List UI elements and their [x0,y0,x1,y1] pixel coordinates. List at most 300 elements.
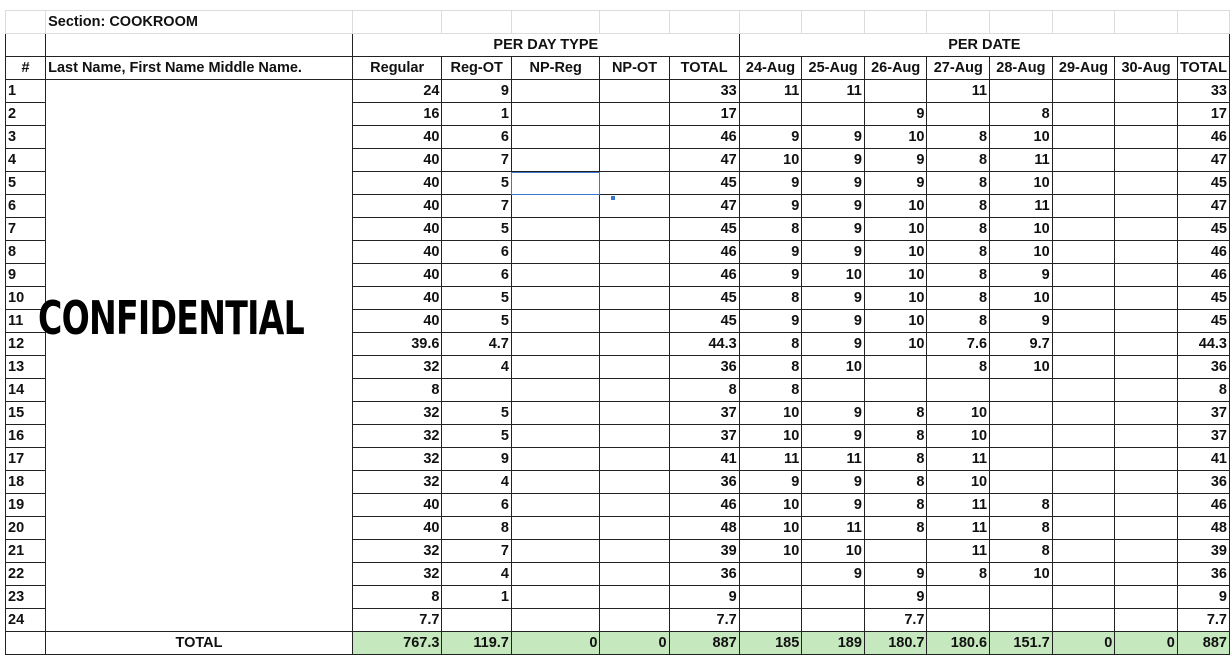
data-cell[interactable]: 7 [442,149,511,172]
data-cell[interactable]: 39 [1177,540,1229,563]
data-cell[interactable]: 9 [802,218,865,241]
data-cell[interactable] [600,471,669,494]
data-cell[interactable] [1052,103,1115,126]
data-cell[interactable] [1052,356,1115,379]
cell[interactable] [669,11,739,34]
total-cell[interactable]: 0 [1052,632,1115,655]
column-header[interactable]: TOTAL [1177,57,1229,80]
data-cell[interactable]: 9 [442,448,511,471]
data-cell[interactable]: 8 [864,402,927,425]
data-cell[interactable]: 11 [927,540,990,563]
cell[interactable] [739,11,802,34]
data-cell[interactable]: 32 [352,356,442,379]
data-cell[interactable]: 46 [1177,494,1229,517]
data-cell[interactable]: 33 [669,80,739,103]
column-header[interactable]: TOTAL [669,57,739,80]
data-cell[interactable]: 17 [1177,103,1229,126]
data-cell[interactable]: 9 [802,126,865,149]
data-cell[interactable] [511,356,600,379]
data-cell[interactable]: 5 [442,218,511,241]
data-cell[interactable] [600,126,669,149]
data-cell[interactable] [1052,195,1115,218]
cell[interactable] [927,11,990,34]
data-cell[interactable] [600,287,669,310]
data-cell[interactable] [511,471,600,494]
column-header[interactable]: 26-Aug [864,57,927,80]
data-cell[interactable]: 10 [739,402,802,425]
data-cell[interactable]: 36 [1177,563,1229,586]
data-cell[interactable]: 11 [990,149,1053,172]
data-cell[interactable]: 9 [442,80,511,103]
data-cell[interactable]: 24 [352,80,442,103]
row-number[interactable]: 19 [6,494,46,517]
data-cell[interactable] [600,356,669,379]
data-cell[interactable] [1052,402,1115,425]
data-cell[interactable]: 8 [864,448,927,471]
data-cell[interactable]: 10 [990,218,1053,241]
data-cell[interactable] [511,333,600,356]
data-cell[interactable] [1052,310,1115,333]
data-cell[interactable] [511,425,600,448]
data-cell[interactable] [442,609,511,632]
data-cell[interactable] [600,241,669,264]
cell[interactable] [442,11,511,34]
data-cell[interactable] [927,103,990,126]
data-cell[interactable] [927,586,990,609]
data-cell[interactable] [990,402,1053,425]
data-cell[interactable] [600,310,669,333]
data-cell[interactable]: 9 [739,471,802,494]
data-cell[interactable] [600,563,669,586]
data-cell[interactable]: 9 [739,172,802,195]
data-cell[interactable] [1052,471,1115,494]
data-cell[interactable]: 46 [669,494,739,517]
data-cell[interactable] [1052,425,1115,448]
data-cell[interactable]: 36 [669,471,739,494]
data-cell[interactable]: 4 [442,356,511,379]
data-cell[interactable]: 10 [864,218,927,241]
data-cell[interactable]: 8 [927,356,990,379]
data-cell[interactable] [1115,218,1178,241]
data-cell[interactable]: 45 [669,172,739,195]
data-cell[interactable] [1115,563,1178,586]
data-cell[interactable]: 7.7 [864,609,927,632]
data-cell[interactable]: 46 [1177,241,1229,264]
total-cell[interactable]: 189 [802,632,865,655]
data-cell[interactable]: 8 [927,241,990,264]
data-cell[interactable] [1052,379,1115,402]
data-cell[interactable] [1052,517,1115,540]
data-cell[interactable]: 16 [352,103,442,126]
cell[interactable] [352,11,442,34]
data-cell[interactable] [1115,287,1178,310]
row-number[interactable]: 16 [6,425,46,448]
data-cell[interactable] [600,517,669,540]
row-number[interactable]: 17 [6,448,46,471]
data-cell[interactable]: 47 [669,195,739,218]
column-header[interactable]: Regular [352,57,442,80]
data-cell[interactable] [1115,517,1178,540]
data-cell[interactable] [1052,563,1115,586]
data-cell[interactable]: 8 [669,379,739,402]
data-cell[interactable] [1052,287,1115,310]
data-cell[interactable] [511,218,600,241]
data-cell[interactable]: 10 [864,264,927,287]
data-cell[interactable]: 5 [442,287,511,310]
data-cell[interactable] [600,80,669,103]
data-cell[interactable]: 40 [352,494,442,517]
data-cell[interactable] [600,149,669,172]
column-header[interactable]: 30-Aug [1115,57,1178,80]
data-cell[interactable]: 8 [927,310,990,333]
data-cell[interactable] [1115,172,1178,195]
column-header[interactable]: NP-OT [600,57,669,80]
column-header[interactable]: 28-Aug [990,57,1053,80]
name-column-redacted[interactable] [46,80,353,632]
data-cell[interactable]: 37 [1177,425,1229,448]
data-cell[interactable] [1052,172,1115,195]
data-cell[interactable]: 36 [1177,471,1229,494]
data-cell[interactable]: 37 [1177,402,1229,425]
data-cell[interactable]: 40 [352,264,442,287]
cell[interactable] [511,11,600,34]
data-cell[interactable]: 8 [990,103,1053,126]
data-cell[interactable]: 9 [802,241,865,264]
data-cell[interactable]: 48 [669,517,739,540]
data-cell[interactable]: 9 [864,586,927,609]
data-cell[interactable] [511,264,600,287]
data-cell[interactable]: 9 [739,310,802,333]
data-cell[interactable] [927,609,990,632]
data-cell[interactable]: 9 [802,563,865,586]
data-cell[interactable]: 5 [442,310,511,333]
data-cell[interactable] [511,126,600,149]
data-cell[interactable]: 6 [442,494,511,517]
data-cell[interactable] [600,425,669,448]
data-cell[interactable] [1115,103,1178,126]
data-cell[interactable] [1115,149,1178,172]
data-cell[interactable]: 40 [352,149,442,172]
data-cell[interactable] [511,103,600,126]
data-cell[interactable]: 10 [802,540,865,563]
data-cell[interactable] [739,103,802,126]
data-cell[interactable]: 9 [864,563,927,586]
data-cell[interactable] [864,540,927,563]
data-cell[interactable]: 8 [864,425,927,448]
total-cell[interactable]: 0 [600,632,669,655]
data-cell[interactable]: 11 [990,195,1053,218]
data-cell[interactable]: 32 [352,448,442,471]
column-header[interactable]: 24-Aug [739,57,802,80]
column-header[interactable]: NP-Reg [511,57,600,80]
data-cell[interactable]: 10 [990,287,1053,310]
data-cell[interactable] [1115,195,1178,218]
row-number[interactable]: 21 [6,540,46,563]
row-number[interactable]: 3 [6,126,46,149]
data-cell[interactable]: 9 [802,149,865,172]
data-cell[interactable]: 10 [864,310,927,333]
data-cell[interactable] [511,494,600,517]
data-cell[interactable] [990,80,1053,103]
data-cell[interactable]: 37 [669,402,739,425]
data-cell[interactable] [511,287,600,310]
data-cell[interactable]: 10 [990,241,1053,264]
data-cell[interactable]: 8 [864,471,927,494]
data-cell[interactable]: 5 [442,425,511,448]
data-cell[interactable] [990,379,1053,402]
data-cell[interactable] [600,264,669,287]
data-cell[interactable] [600,402,669,425]
data-cell[interactable]: 10 [739,149,802,172]
data-cell[interactable]: 8 [442,517,511,540]
data-cell[interactable] [739,586,802,609]
data-cell[interactable] [600,448,669,471]
data-cell[interactable] [511,241,600,264]
data-cell[interactable]: 44.3 [669,333,739,356]
data-cell[interactable] [600,172,669,195]
cell[interactable] [864,11,927,34]
data-cell[interactable] [600,218,669,241]
data-cell[interactable]: 41 [1177,448,1229,471]
row-number[interactable]: 11 [6,310,46,333]
data-cell[interactable] [511,540,600,563]
data-cell[interactable]: 9 [739,195,802,218]
data-cell[interactable]: 7 [442,540,511,563]
data-cell[interactable]: 8 [864,517,927,540]
data-cell[interactable]: 40 [352,310,442,333]
data-cell[interactable] [600,609,669,632]
data-cell[interactable]: 11 [927,80,990,103]
total-cell[interactable]: 185 [739,632,802,655]
data-cell[interactable]: 10 [739,425,802,448]
data-cell[interactable] [1052,80,1115,103]
data-cell[interactable]: 44.3 [1177,333,1229,356]
data-cell[interactable]: 47 [669,149,739,172]
data-cell[interactable] [511,172,600,195]
column-header[interactable]: Reg-OT [442,57,511,80]
data-cell[interactable] [1052,494,1115,517]
data-cell[interactable] [600,540,669,563]
data-cell[interactable] [802,586,865,609]
data-cell[interactable]: 8 [927,264,990,287]
column-header[interactable]: 29-Aug [1052,57,1115,80]
data-cell[interactable] [864,379,927,402]
data-cell[interactable] [990,425,1053,448]
data-cell[interactable]: 10 [864,195,927,218]
data-cell[interactable]: 47 [1177,149,1229,172]
data-cell[interactable] [600,333,669,356]
data-cell[interactable] [990,448,1053,471]
data-cell[interactable] [1115,586,1178,609]
data-cell[interactable]: 9 [864,103,927,126]
cell[interactable] [1115,11,1178,34]
data-cell[interactable] [1115,540,1178,563]
data-cell[interactable]: 9 [802,425,865,448]
data-cell[interactable]: 36 [669,356,739,379]
data-cell[interactable]: 40 [352,172,442,195]
data-cell[interactable] [511,195,600,218]
data-cell[interactable]: 7.7 [352,609,442,632]
data-cell[interactable]: 10 [864,126,927,149]
data-cell[interactable]: 10 [864,287,927,310]
data-cell[interactable]: 9 [739,241,802,264]
cell[interactable] [6,11,46,34]
data-cell[interactable]: 8 [927,195,990,218]
data-cell[interactable]: 10 [990,356,1053,379]
data-cell[interactable]: 40 [352,517,442,540]
row-number[interactable]: 24 [6,609,46,632]
data-cell[interactable] [1052,586,1115,609]
data-cell[interactable]: 11 [802,80,865,103]
data-cell[interactable] [1115,356,1178,379]
data-cell[interactable] [600,379,669,402]
cell[interactable] [6,632,46,655]
data-cell[interactable]: 47 [1177,195,1229,218]
data-cell[interactable]: 9.7 [990,333,1053,356]
data-cell[interactable] [1052,218,1115,241]
data-cell[interactable] [739,563,802,586]
data-cell[interactable]: 8 [352,379,442,402]
data-cell[interactable]: 36 [1177,356,1229,379]
data-cell[interactable]: 10 [927,402,990,425]
data-cell[interactable] [1052,241,1115,264]
data-cell[interactable]: 10 [802,264,865,287]
data-cell[interactable] [1052,609,1115,632]
total-cell[interactable]: 119.7 [442,632,511,655]
data-cell[interactable]: 11 [927,448,990,471]
data-cell[interactable] [1052,264,1115,287]
data-cell[interactable]: 9 [990,264,1053,287]
data-cell[interactable] [1115,264,1178,287]
data-cell[interactable]: 9 [864,149,927,172]
data-cell[interactable]: 4 [442,471,511,494]
data-cell[interactable]: 46 [669,126,739,149]
data-cell[interactable] [1115,333,1178,356]
total-cell[interactable]: 180.7 [864,632,927,655]
data-cell[interactable]: 11 [739,448,802,471]
data-cell[interactable] [990,586,1053,609]
data-cell[interactable] [600,494,669,517]
column-header[interactable]: 27-Aug [927,57,990,80]
data-cell[interactable]: 8 [927,126,990,149]
data-cell[interactable] [1115,241,1178,264]
total-cell[interactable]: 0 [511,632,600,655]
data-cell[interactable] [1115,126,1178,149]
cell[interactable] [6,34,46,57]
data-cell[interactable] [1115,80,1178,103]
cell[interactable] [46,34,353,57]
data-cell[interactable]: 9 [802,310,865,333]
data-cell[interactable] [1052,448,1115,471]
data-cell[interactable]: 11 [739,80,802,103]
per-day-type-header[interactable]: PER DAY TYPE [352,34,739,57]
data-cell[interactable]: 40 [352,218,442,241]
data-cell[interactable] [1052,126,1115,149]
data-cell[interactable]: 6 [442,264,511,287]
row-number[interactable]: 1 [6,80,46,103]
data-cell[interactable]: 8 [1177,379,1229,402]
column-header[interactable]: 25-Aug [802,57,865,80]
data-cell[interactable]: 10 [802,356,865,379]
data-cell[interactable] [1115,448,1178,471]
data-cell[interactable] [739,609,802,632]
data-cell[interactable]: 8 [739,218,802,241]
data-cell[interactable]: 39 [669,540,739,563]
data-cell[interactable]: 9 [802,287,865,310]
data-cell[interactable]: 7.7 [1177,609,1229,632]
total-cell[interactable]: 0 [1115,632,1178,655]
data-cell[interactable]: 10 [739,494,802,517]
data-cell[interactable]: 9 [802,333,865,356]
row-number[interactable]: 18 [6,471,46,494]
data-cell[interactable] [1115,425,1178,448]
data-cell[interactable]: 32 [352,402,442,425]
row-number[interactable]: 14 [6,379,46,402]
data-cell[interactable]: 1 [442,586,511,609]
data-cell[interactable] [511,402,600,425]
data-cell[interactable]: 32 [352,540,442,563]
data-cell[interactable]: 32 [352,471,442,494]
data-cell[interactable]: 9 [739,126,802,149]
data-cell[interactable]: 8 [739,333,802,356]
data-cell[interactable] [511,80,600,103]
data-cell[interactable]: 11 [927,494,990,517]
data-cell[interactable] [511,149,600,172]
row-number[interactable]: 13 [6,356,46,379]
data-cell[interactable]: 9 [864,172,927,195]
column-header[interactable]: Last Name, First Name Middle Name. [46,57,353,80]
data-cell[interactable]: 8 [927,287,990,310]
data-cell[interactable]: 10 [864,333,927,356]
data-cell[interactable]: 8 [739,356,802,379]
data-cell[interactable] [1115,609,1178,632]
data-cell[interactable] [1115,379,1178,402]
total-cell[interactable]: 151.7 [990,632,1053,655]
data-cell[interactable] [802,609,865,632]
data-cell[interactable]: 8 [927,218,990,241]
data-cell[interactable] [511,517,600,540]
data-cell[interactable]: 4 [442,563,511,586]
row-number[interactable]: 4 [6,149,46,172]
totals-label[interactable]: TOTAL [46,632,353,655]
row-number[interactable]: 2 [6,103,46,126]
data-cell[interactable]: 10 [864,241,927,264]
data-cell[interactable]: 46 [669,241,739,264]
data-cell[interactable]: 9 [802,471,865,494]
data-cell[interactable]: 10 [739,540,802,563]
data-cell[interactable]: 6 [442,126,511,149]
data-cell[interactable]: 9 [802,172,865,195]
data-cell[interactable]: 10 [927,425,990,448]
data-cell[interactable]: 8 [352,586,442,609]
data-cell[interactable] [511,563,600,586]
row-number[interactable]: 20 [6,517,46,540]
data-cell[interactable]: 8 [927,563,990,586]
data-cell[interactable]: 8 [990,494,1053,517]
data-cell[interactable] [864,356,927,379]
data-cell[interactable]: 8 [990,517,1053,540]
data-cell[interactable]: 5 [442,402,511,425]
data-cell[interactable]: 40 [352,241,442,264]
cell[interactable] [1177,11,1229,34]
data-cell[interactable] [600,103,669,126]
row-number[interactable]: 6 [6,195,46,218]
data-cell[interactable]: 9 [669,586,739,609]
data-cell[interactable]: 9 [739,264,802,287]
data-cell[interactable]: 46 [1177,264,1229,287]
total-cell[interactable]: 180.6 [927,632,990,655]
data-cell[interactable]: 9 [802,195,865,218]
